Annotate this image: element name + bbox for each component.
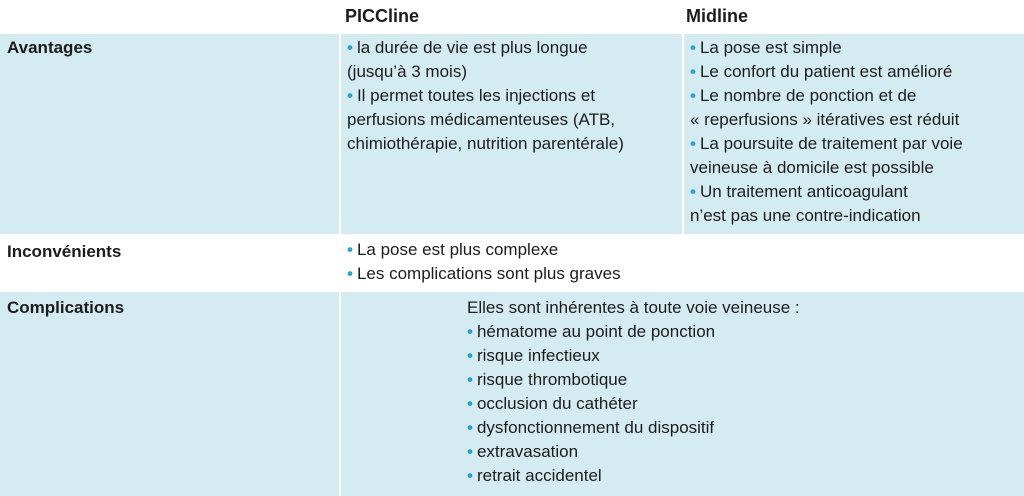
list-item bbox=[347, 132, 624, 156]
bullet-icon: • bbox=[467, 394, 473, 413]
row-divider bbox=[0, 234, 1024, 236]
cell-avantages-midline bbox=[690, 36, 963, 228]
table-row-inconvenients bbox=[0, 236, 1024, 290]
list-item-text: dysfonctionnement du dispositif bbox=[476, 418, 715, 437]
list-item bbox=[347, 36, 624, 60]
list-item bbox=[347, 238, 621, 262]
bullet-icon: • bbox=[467, 442, 473, 461]
column-header-piccline: PICCline bbox=[345, 6, 420, 26]
list-item-text: Un traitement anticoagulant bbox=[699, 182, 908, 201]
list-item bbox=[690, 132, 963, 156]
list-item bbox=[690, 156, 963, 180]
list-item bbox=[467, 344, 800, 368]
bullet-icon: • bbox=[467, 346, 473, 365]
list-item bbox=[467, 464, 800, 488]
list-item-text: « reperfusions » itératives est réduit bbox=[690, 110, 960, 129]
bullet-icon: • bbox=[467, 322, 473, 341]
list-item bbox=[690, 60, 963, 84]
list-item-text: veineuse à domicile est possible bbox=[690, 158, 934, 177]
list-item-text: occlusion du cathéter bbox=[476, 394, 638, 413]
list-item-text: n’est pas une contre-indication bbox=[690, 206, 921, 225]
bullet-icon: • bbox=[467, 418, 473, 437]
row-label-complications: Complications bbox=[7, 298, 125, 317]
list-item bbox=[690, 180, 963, 204]
list-item bbox=[467, 320, 800, 344]
list-item bbox=[347, 262, 621, 286]
row-label-inconvenients: Inconvénients bbox=[7, 242, 122, 261]
list-item bbox=[690, 84, 963, 108]
row-label-avantages: Avantages bbox=[7, 38, 93, 57]
column-divider bbox=[339, 292, 341, 496]
bullet-icon: • bbox=[690, 182, 696, 201]
complications-list bbox=[467, 320, 800, 488]
bullet-icon: • bbox=[467, 370, 473, 389]
list-item-text: Les complications sont plus graves bbox=[356, 264, 621, 283]
cell-complications bbox=[467, 296, 800, 488]
list-item bbox=[467, 392, 800, 416]
cell-avantages-piccline bbox=[347, 36, 624, 156]
list-item bbox=[690, 204, 963, 228]
bullet-icon: • bbox=[690, 38, 696, 57]
column-divider bbox=[682, 34, 684, 234]
list-item bbox=[690, 108, 963, 132]
table-row-avantages bbox=[0, 34, 1024, 234]
bullet-icon: • bbox=[690, 62, 696, 81]
list-item bbox=[347, 108, 624, 132]
bullet-icon: • bbox=[347, 86, 353, 105]
list-item bbox=[690, 36, 963, 60]
list-item-text: chimiothérapie, nutrition parentérale) bbox=[347, 134, 624, 153]
list-item-text: retrait accidentel bbox=[476, 466, 602, 485]
list-item bbox=[347, 60, 624, 84]
table-header-row bbox=[0, 0, 1024, 34]
list-item-text: Le confort du patient est amélioré bbox=[699, 62, 953, 81]
list-item-text: La pose est simple bbox=[699, 38, 842, 57]
column-divider bbox=[339, 236, 341, 290]
column-header-midline: Midline bbox=[686, 6, 748, 26]
bullet-icon: • bbox=[347, 264, 353, 283]
bullet-icon: • bbox=[347, 38, 353, 57]
bullet-icon: • bbox=[347, 240, 353, 259]
bullet-icon: • bbox=[467, 466, 473, 485]
list-item-text: perfusions médicamenteuses (ATB, bbox=[347, 110, 616, 129]
list-item-text: risque infectieux bbox=[476, 346, 600, 365]
list-item-text: extravasation bbox=[476, 442, 579, 461]
column-divider bbox=[339, 34, 341, 234]
row-divider bbox=[0, 290, 1024, 292]
list-item-text: La poursuite de traitement par voie bbox=[699, 134, 963, 153]
list-item bbox=[467, 368, 800, 392]
bullet-icon: • bbox=[690, 134, 696, 153]
list-item bbox=[467, 416, 800, 440]
list-item-text: la durée de vie est plus longue bbox=[356, 38, 588, 57]
list-item bbox=[467, 440, 800, 464]
list-item-text: risque thrombotique bbox=[476, 370, 628, 389]
bullet-icon: • bbox=[690, 86, 696, 105]
complications-intro: Elles sont inhérentes à toute voie veineuse : bbox=[467, 298, 800, 317]
list-item-text: hématome au point de ponction bbox=[476, 322, 716, 341]
list-item bbox=[347, 84, 624, 108]
list-item-text: (jusqu’à 3 mois) bbox=[347, 62, 467, 81]
list-item-text: Il permet toutes les injections et bbox=[356, 86, 596, 105]
list-item-text: La pose est plus complexe bbox=[356, 240, 559, 259]
list-item-text: Le nombre de ponction et de bbox=[699, 86, 917, 105]
cell-inconvenients bbox=[347, 238, 621, 286]
table-row-complications bbox=[0, 292, 1024, 496]
